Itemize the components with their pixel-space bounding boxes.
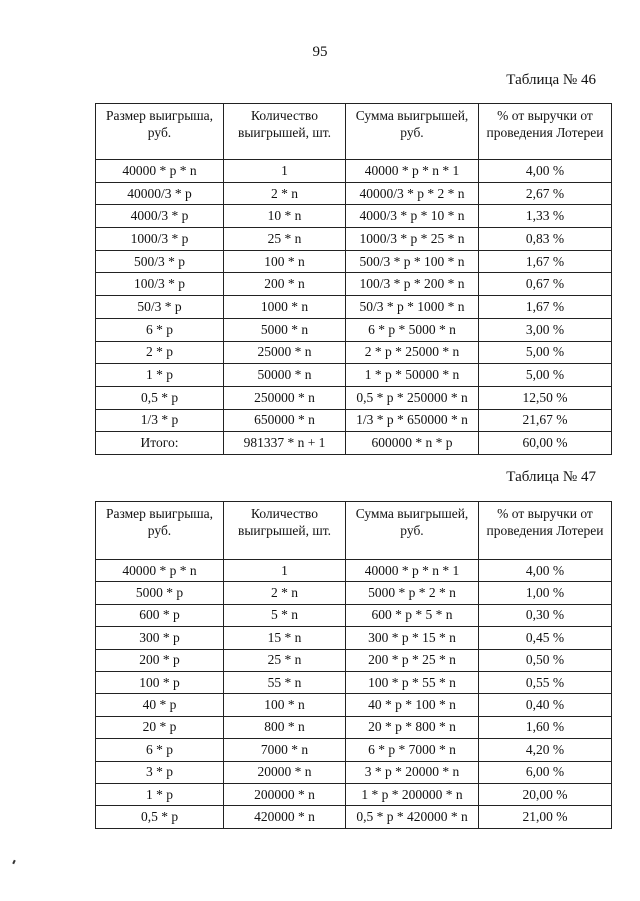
table-46-body xyxy=(96,160,612,455)
cell-prize-size: 4000/3 * p xyxy=(96,205,224,228)
table-row xyxy=(96,364,612,387)
cell-prize-size: 2 * p xyxy=(96,341,224,364)
cell-revenue-percent: 0,55 % xyxy=(479,671,612,693)
table-row xyxy=(96,582,612,604)
table-row xyxy=(96,409,612,432)
cell-prize-count: 2 * n xyxy=(224,182,346,205)
header-prize-size: Размер выигрыша, руб. xyxy=(96,104,224,160)
cell-prize-size: 20 * p xyxy=(96,716,224,738)
cell-revenue-percent: 0,67 % xyxy=(479,273,612,296)
header-prize-sum: Сумма выигрышей, руб. xyxy=(346,502,479,560)
table-row xyxy=(96,627,612,649)
cell-revenue-percent: 0,83 % xyxy=(479,228,612,251)
cell-revenue-percent: 1,00 % xyxy=(479,582,612,604)
cell-prize-size: 40000 * p * n xyxy=(96,560,224,582)
table-47-caption: Таблица № 47 xyxy=(506,469,596,485)
table-row xyxy=(96,250,612,273)
cell-prize-count: 1000 * n xyxy=(224,296,346,319)
cell-prize-sum: 50/3 * p * 1000 * n xyxy=(346,296,479,319)
prize-table-46 xyxy=(95,103,612,455)
cell-prize-sum: 600 * p * 5 * n xyxy=(346,604,479,626)
cell-prize-size: 200 * p xyxy=(96,649,224,671)
cell-prize-count: 55 * n xyxy=(224,671,346,693)
header-revenue-percent: % от выручки от проведения Лотереи xyxy=(479,502,612,560)
cell-prize-sum: 1/3 * p * 650000 * n xyxy=(346,409,479,432)
cell-prize-count: 15 * n xyxy=(224,627,346,649)
cell-prize-size: 6 * p xyxy=(96,318,224,341)
cell-prize-count: 650000 * n xyxy=(224,409,346,432)
cell-prize-sum: 100 * p * 55 * n xyxy=(346,671,479,693)
cell-prize-sum: 40000 * p * n * 1 xyxy=(346,560,479,582)
cell-prize-size: 6 * p xyxy=(96,739,224,761)
cell-revenue-percent: 60,00 % xyxy=(479,432,612,455)
table-row xyxy=(96,160,612,183)
cell-prize-count: 100 * n xyxy=(224,250,346,273)
cell-prize-count: 5000 * n xyxy=(224,318,346,341)
cell-prize-size: 300 * p xyxy=(96,627,224,649)
cell-prize-size: 40000/3 * p xyxy=(96,182,224,205)
cell-revenue-percent: 2,67 % xyxy=(479,182,612,205)
scan-mark xyxy=(12,860,16,864)
table-row xyxy=(96,604,612,626)
cell-revenue-percent: 1,60 % xyxy=(479,716,612,738)
cell-prize-sum: 0,5 * p * 250000 * n xyxy=(346,386,479,409)
cell-revenue-percent: 4,00 % xyxy=(479,560,612,582)
cell-revenue-percent: 0,45 % xyxy=(479,627,612,649)
cell-prize-sum: 6 * p * 5000 * n xyxy=(346,318,479,341)
cell-prize-sum: 500/3 * p * 100 * n xyxy=(346,250,479,273)
table-row xyxy=(96,228,612,251)
cell-prize-count: 5 * n xyxy=(224,604,346,626)
cell-prize-size: 50/3 * p xyxy=(96,296,224,319)
cell-revenue-percent: 1,67 % xyxy=(479,296,612,319)
cell-revenue-percent: 4,00 % xyxy=(479,160,612,183)
cell-revenue-percent: 1,67 % xyxy=(479,250,612,273)
cell-prize-count: 25000 * n xyxy=(224,341,346,364)
header-prize-size: Размер выигрыша, руб. xyxy=(96,502,224,560)
cell-prize-size: 1 * p xyxy=(96,783,224,805)
cell-prize-sum: 40000 * p * n * 1 xyxy=(346,160,479,183)
cell-prize-sum: 200 * p * 25 * n xyxy=(346,649,479,671)
page-number: 95 xyxy=(312,44,328,60)
cell-prize-sum: 1 * p * 200000 * n xyxy=(346,783,479,805)
cell-prize-count: 50000 * n xyxy=(224,364,346,387)
cell-prize-count: 1 xyxy=(224,160,346,183)
cell-prize-size: 3 * p xyxy=(96,761,224,783)
cell-revenue-percent: 20,00 % xyxy=(479,783,612,805)
table-row xyxy=(96,205,612,228)
cell-prize-size: 100 * p xyxy=(96,671,224,693)
table-row xyxy=(96,671,612,693)
cell-revenue-percent: 0,50 % xyxy=(479,649,612,671)
cell-revenue-percent: 0,40 % xyxy=(479,694,612,716)
table-row xyxy=(96,560,612,582)
cell-prize-sum: 600000 * n * p xyxy=(346,432,479,455)
table-header-row xyxy=(96,502,612,560)
cell-prize-size: 5000 * p xyxy=(96,582,224,604)
cell-prize-sum: 40 * p * 100 * n xyxy=(346,694,479,716)
cell-prize-count: 200 * n xyxy=(224,273,346,296)
cell-prize-count: 981337 * n + 1 xyxy=(224,432,346,455)
cell-revenue-percent: 0,30 % xyxy=(479,604,612,626)
prize-table-47 xyxy=(95,501,612,829)
cell-revenue-percent: 6,00 % xyxy=(479,761,612,783)
cell-prize-size: 40 * p xyxy=(96,694,224,716)
cell-revenue-percent: 5,00 % xyxy=(479,341,612,364)
table-row xyxy=(96,432,612,455)
cell-revenue-percent: 21,00 % xyxy=(479,806,612,828)
cell-prize-sum: 5000 * p * 2 * n xyxy=(346,582,479,604)
header-prize-sum: Сумма выигрышей, руб. xyxy=(346,104,479,160)
cell-prize-size: 100/3 * p xyxy=(96,273,224,296)
cell-prize-sum: 20 * p * 800 * n xyxy=(346,716,479,738)
cell-revenue-percent: 12,50 % xyxy=(479,386,612,409)
cell-prize-size: 1/3 * p xyxy=(96,409,224,432)
table-row xyxy=(96,386,612,409)
cell-prize-sum: 6 * p * 7000 * n xyxy=(346,739,479,761)
table-row xyxy=(96,739,612,761)
header-revenue-percent: % от выручки от проведения Лотереи xyxy=(479,104,612,160)
cell-prize-sum: 4000/3 * p * 10 * n xyxy=(346,205,479,228)
cell-prize-count: 420000 * n xyxy=(224,806,346,828)
cell-prize-sum: 40000/3 * p * 2 * n xyxy=(346,182,479,205)
table-row xyxy=(96,806,612,828)
cell-prize-count: 1 xyxy=(224,560,346,582)
header-prize-count: Количество выигрышей, шт. xyxy=(224,104,346,160)
cell-revenue-percent: 5,00 % xyxy=(479,364,612,387)
cell-prize-size: 1000/3 * p xyxy=(96,228,224,251)
cell-prize-count: 20000 * n xyxy=(224,761,346,783)
cell-prize-size: 1 * p xyxy=(96,364,224,387)
cell-prize-sum: 1 * p * 50000 * n xyxy=(346,364,479,387)
cell-prize-size: Итого: xyxy=(96,432,224,455)
table-46-caption: Таблица № 46 xyxy=(506,72,596,88)
cell-prize-sum: 3 * p * 20000 * n xyxy=(346,761,479,783)
cell-prize-sum: 0,5 * p * 420000 * n xyxy=(346,806,479,828)
cell-prize-count: 2 * n xyxy=(224,582,346,604)
table-row xyxy=(96,318,612,341)
cell-prize-sum: 1000/3 * p * 25 * n xyxy=(346,228,479,251)
table-header-row xyxy=(96,104,612,160)
cell-prize-count: 100 * n xyxy=(224,694,346,716)
cell-prize-sum: 100/3 * p * 200 * n xyxy=(346,273,479,296)
header-prize-count: Количество выигрышей, шт. xyxy=(224,502,346,560)
cell-prize-count: 10 * n xyxy=(224,205,346,228)
cell-prize-size: 40000 * p * n xyxy=(96,160,224,183)
cell-prize-size: 500/3 * p xyxy=(96,250,224,273)
cell-prize-size: 0,5 * p xyxy=(96,386,224,409)
cell-prize-size: 0,5 * p xyxy=(96,806,224,828)
cell-prize-sum: 300 * p * 15 * n xyxy=(346,627,479,649)
table-row xyxy=(96,694,612,716)
table-row xyxy=(96,341,612,364)
cell-prize-sum: 2 * p * 25000 * n xyxy=(346,341,479,364)
cell-prize-count: 25 * n xyxy=(224,228,346,251)
table-row xyxy=(96,716,612,738)
cell-prize-count: 200000 * n xyxy=(224,783,346,805)
table-row xyxy=(96,649,612,671)
table-row xyxy=(96,761,612,783)
cell-prize-count: 7000 * n xyxy=(224,739,346,761)
cell-prize-count: 800 * n xyxy=(224,716,346,738)
cell-revenue-percent: 1,33 % xyxy=(479,205,612,228)
table-row xyxy=(96,273,612,296)
table-row xyxy=(96,182,612,205)
cell-prize-count: 25 * n xyxy=(224,649,346,671)
cell-revenue-percent: 3,00 % xyxy=(479,318,612,341)
cell-prize-size: 600 * p xyxy=(96,604,224,626)
cell-prize-count: 250000 * n xyxy=(224,386,346,409)
table-row xyxy=(96,783,612,805)
cell-revenue-percent: 21,67 % xyxy=(479,409,612,432)
cell-revenue-percent: 4,20 % xyxy=(479,739,612,761)
table-47-body xyxy=(96,560,612,829)
table-row xyxy=(96,296,612,319)
